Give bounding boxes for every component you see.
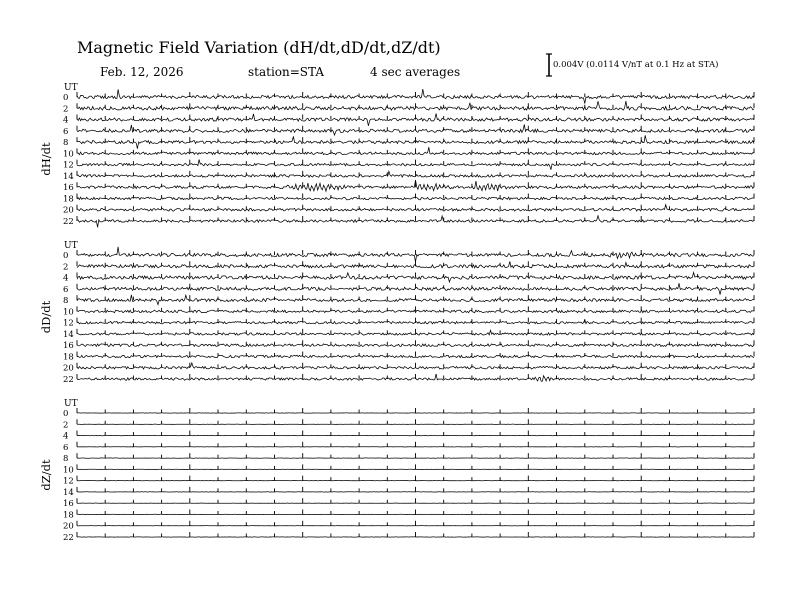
row-label: 14 [63,487,74,498]
scale-label: 0.004V (0.0114 V/nT at 0.1 Hz at STA) [553,60,719,70]
row-label: 2 [63,420,69,431]
row-label: 8 [63,454,69,465]
panel-dhdt [39,83,754,227]
hour-ticks [77,352,754,357]
row-label: 22 [63,217,74,227]
row-label: 20 [63,363,74,374]
row-label: 22 [63,533,74,543]
hour-ticks [77,498,754,503]
hour-ticks [77,419,754,424]
row-label: 0 [63,93,69,103]
hour-ticks [77,464,754,469]
hour-ticks [77,487,754,492]
y-axis-label: dD/dt [39,300,53,334]
row-label: 20 [63,205,74,216]
date-label: Feb. 12, 2026 [100,65,184,79]
row-label: 6 [63,126,69,137]
y-axis-label: dZ/dt [39,459,53,491]
row-label: 8 [63,296,69,307]
row-label: 0 [63,251,69,261]
row-label: 16 [63,183,74,194]
hour-ticks [77,453,754,458]
row-label: 12 [63,318,74,329]
page-title: Magnetic Field Variation (dH/dt,dD/dt,dZ/dt) [77,38,441,57]
row-label: 6 [63,284,69,295]
ut-axis-label: UT [64,399,78,409]
hour-ticks [77,431,754,436]
row-label: 16 [63,341,74,352]
hour-ticks [77,532,754,537]
panel-dzdt [39,399,754,543]
row-label: 10 [63,149,74,160]
row-label: 18 [63,194,74,205]
row-label: 10 [63,307,74,318]
row-label: 6 [63,442,69,453]
averaging-label: 4 sec averages [370,65,461,79]
hour-ticks [77,442,754,447]
row-label: 4 [63,115,69,126]
row-label: 4 [63,273,69,284]
row-label: 0 [63,409,69,419]
row-label: 2 [63,104,69,115]
row-label: 10 [63,465,74,476]
row-label: 14 [63,171,74,182]
ut-axis-label: UT [64,241,78,251]
hour-ticks [77,329,754,334]
y-axis-label: dH/dt [39,142,53,176]
station-label: station=STA [248,65,325,79]
row-label: 14 [63,329,74,340]
row-label: 12 [63,160,74,171]
row-label: 20 [63,521,74,532]
hour-ticks [77,510,754,515]
row-label: 18 [63,510,74,521]
hour-ticks [77,408,754,413]
row-label: 2 [63,262,69,273]
row-label: 4 [63,431,69,442]
row-label: 8 [63,138,69,149]
hour-ticks [77,92,754,97]
hour-ticks [77,250,754,255]
hour-ticks [77,521,754,526]
hour-ticks [77,476,754,481]
row-label: 18 [63,352,74,363]
row-label: 16 [63,499,74,510]
row-label: 12 [63,476,74,487]
row-label: 22 [63,375,74,385]
ut-axis-label: UT [64,83,78,93]
panel-dddt [39,241,754,385]
